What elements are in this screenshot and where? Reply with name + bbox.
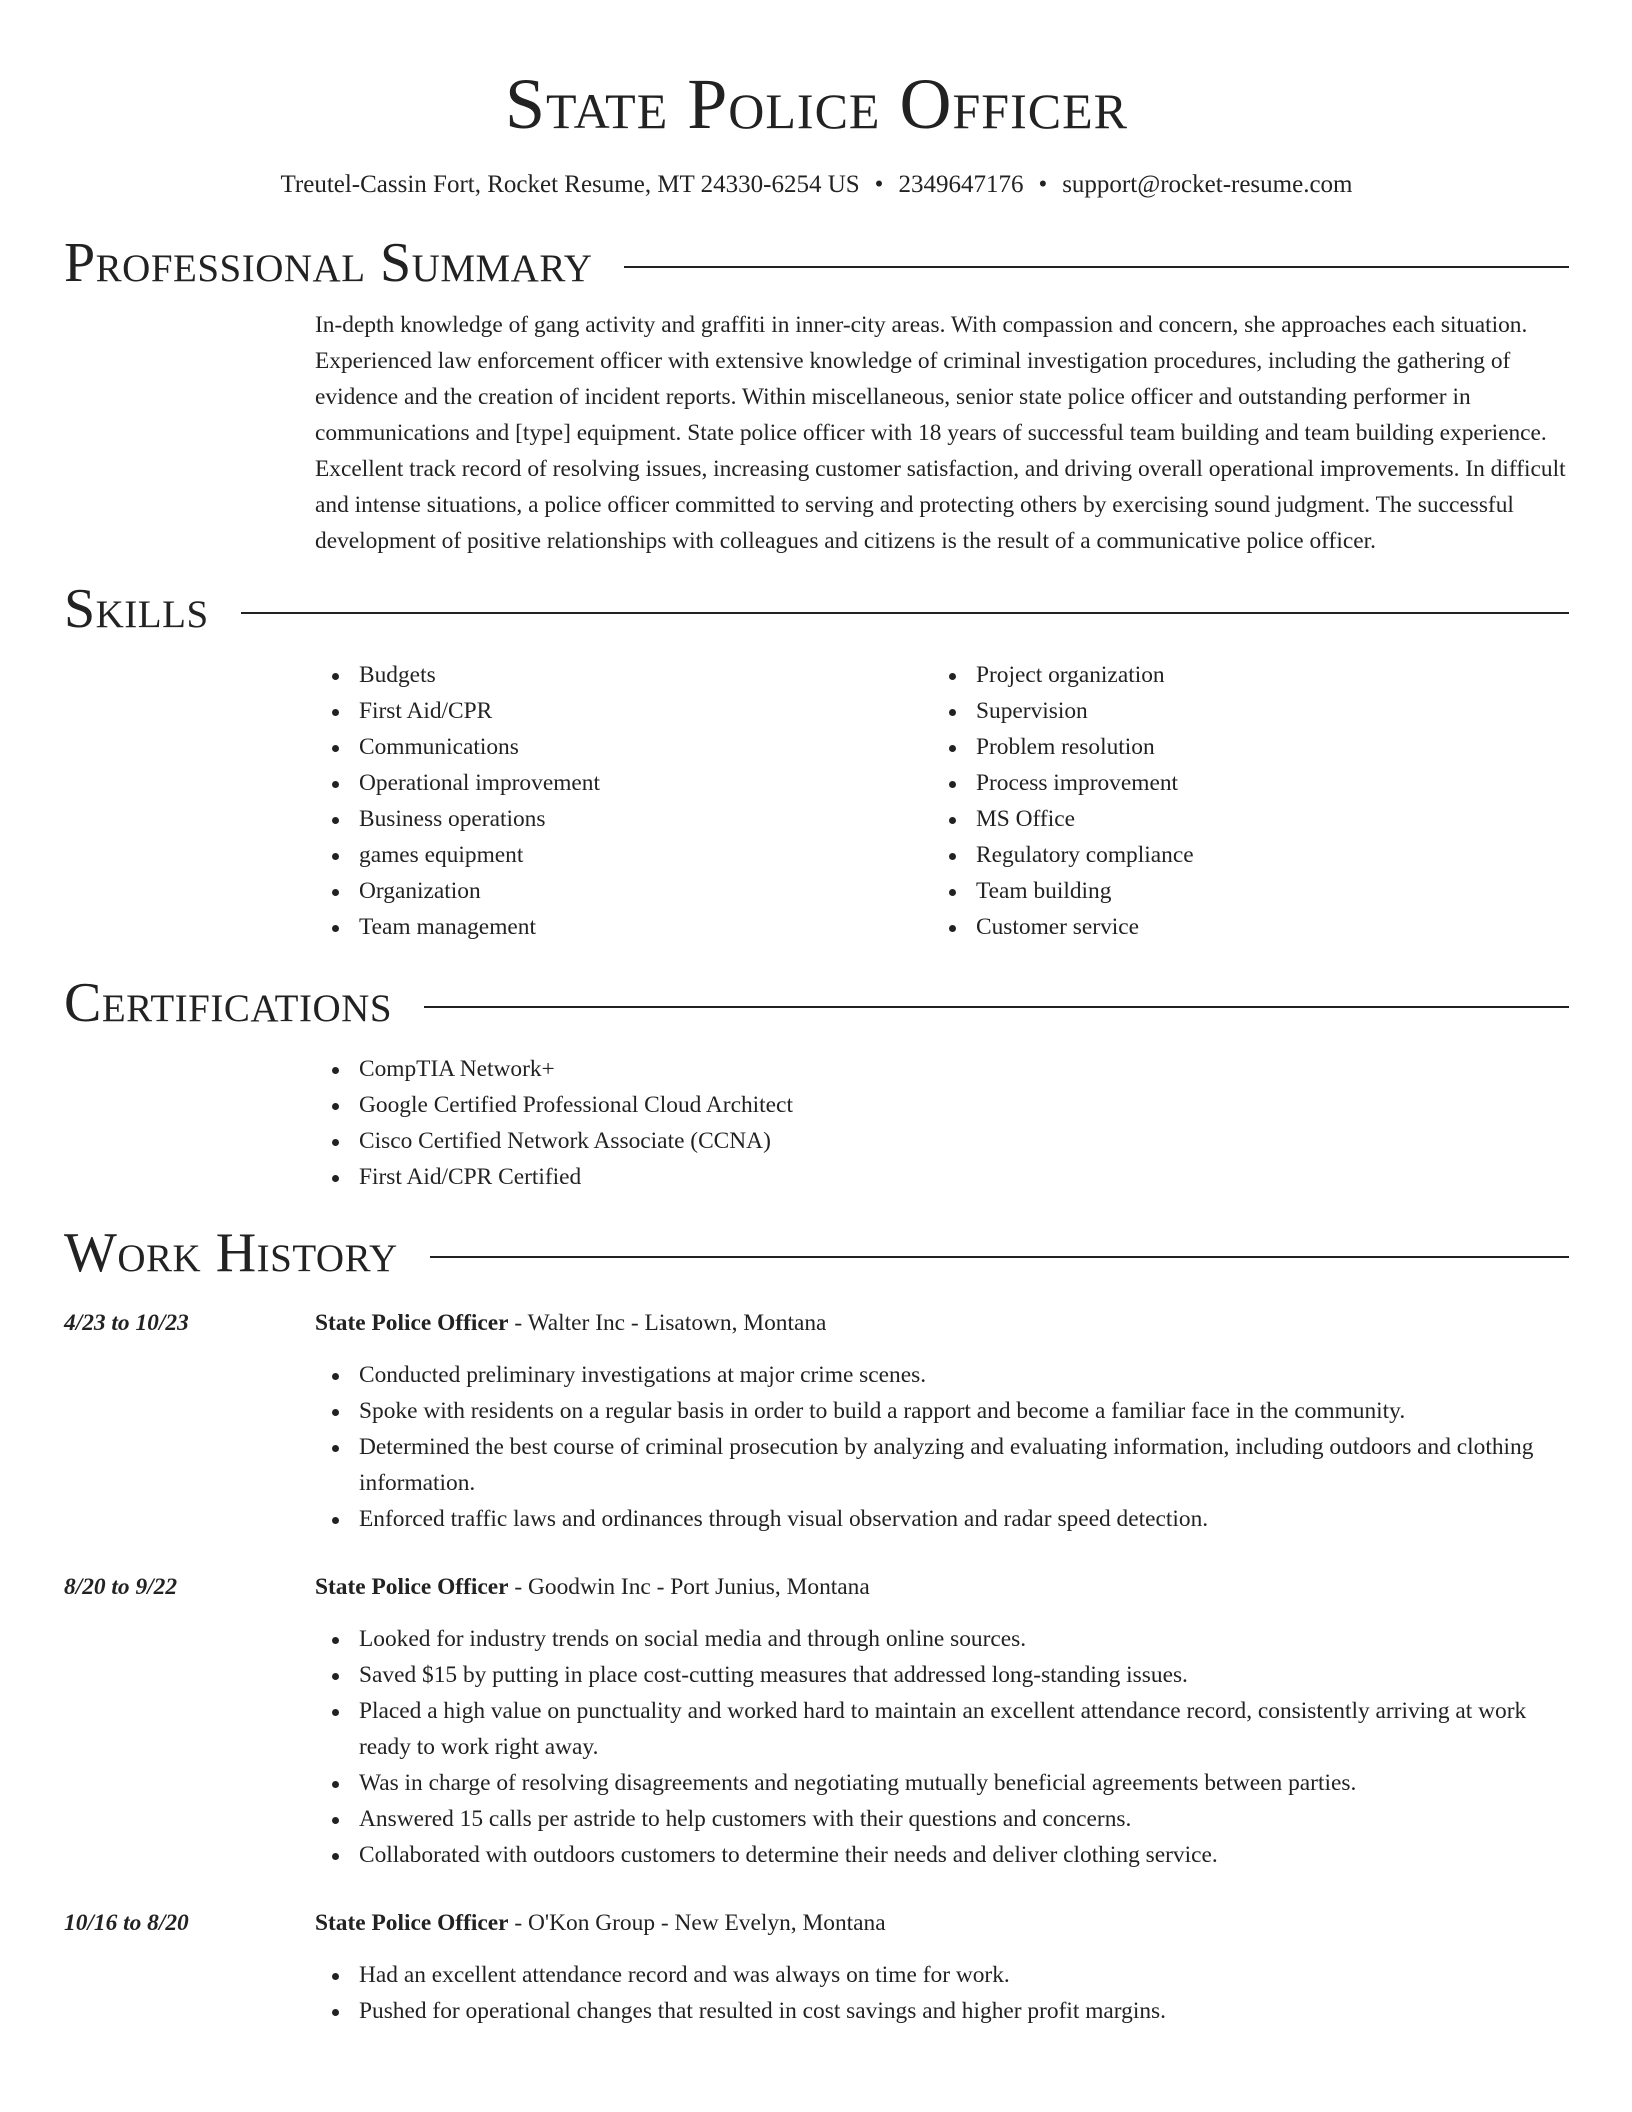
summary-heading: Professional Summary (64, 232, 593, 294)
job-bullet: Conducted preliminary investigations at major crime scenes. (315, 1357, 1569, 1393)
job-dates: 4/23 to 10/23 (64, 1310, 189, 1336)
job-bullet: Enforced traffic laws and ordinances through visual observation and radar speed detection. (315, 1501, 1569, 1537)
certifications-heading: Certifications (64, 972, 393, 1034)
job-company: - Walter Inc - Lisatown, Montana (508, 1310, 827, 1336)
skill-item: Organization (315, 873, 932, 909)
skill-item: Regulatory compliance (932, 837, 1549, 873)
job-bullet: Placed a high value on punctuality and worked hard to maintain an excellent attendance record, consistently arriving at work ready to work right away. (315, 1693, 1569, 1765)
skill-item: Team building (932, 873, 1549, 909)
contact-email: support@rocket-resume.com (1062, 171, 1353, 198)
section-divider (430, 1256, 1569, 1258)
skill-item: Project organization (932, 657, 1549, 693)
job-entry (64, 1569, 1569, 1873)
skills-column-right (932, 657, 1549, 945)
summary-section-header (64, 231, 1569, 295)
skill-item: Communications (315, 729, 932, 765)
job-company: - O'Kon Group - New Evelyn, Montana (508, 1910, 886, 1936)
skill-item: Process improvement (932, 765, 1549, 801)
job-title: State Police Officer (315, 1310, 509, 1336)
contact-separator: • (874, 171, 884, 198)
skill-item: Problem resolution (932, 729, 1549, 765)
section-divider (624, 266, 1569, 268)
job-title-line (315, 1305, 1569, 1341)
skills-list (64, 657, 1569, 945)
certification-item: Google Certified Professional Cloud Architect (315, 1087, 1569, 1123)
job-bullet: Looked for industry trends on social media and through online sources. (315, 1621, 1569, 1657)
summary-text: In-depth knowledge of gang activity and graffiti in inner-city areas. With compassion and concern, she approaches each situation. Experienced law enforcement officer with extensive knowledge of criminal investigation procedures, including the gathering of evidence and the creation of incident reports. Within miscellaneous, senior state police officer and outstanding performer in communications and [type] equipment. State police officer with 18 years of successful team building and team building experience. Excellent track record of resolving issues, increasing customer satisfaction, and driving overall operational improvements. In difficult and intense situations, a police officer committed to serving and protecting others by exercising sound judgment. The successful development of positive relationships with colleagues and citizens is the result of a communicative police officer. (315, 312, 1566, 554)
certifications-section-header (64, 971, 1569, 1035)
skill-item: Operational improvement (315, 765, 932, 801)
skill-item: games equipment (315, 837, 932, 873)
job-detail (315, 1305, 1569, 1537)
skill-item: Budgets (315, 657, 932, 693)
skills-heading: Skills (64, 578, 209, 640)
job-bullet: Answered 15 calls per astride to help customers with their questions and concerns. (315, 1801, 1569, 1837)
certification-item: First Aid/CPR Certified (315, 1159, 1569, 1195)
job-title-line (315, 1569, 1569, 1605)
job-bullet: Had an excellent attendance record and was always on time for work. (315, 1957, 1569, 1993)
section-divider (241, 612, 1569, 614)
job-company: - Goodwin Inc - Port Junius, Montana (508, 1574, 870, 1600)
certification-item: Cisco Certified Network Associate (CCNA) (315, 1123, 1569, 1159)
contact-separator: • (1038, 171, 1048, 198)
job-bullets (315, 1621, 1569, 1873)
job-bullet: Pushed for operational changes that resulted in cost savings and higher profit margins. (315, 1993, 1569, 2029)
contact-line (64, 170, 1569, 200)
skill-item: Customer service (932, 909, 1549, 945)
skill-item: First Aid/CPR (315, 693, 932, 729)
job-bullet: Determined the best course of criminal prosecution by analyzing and evaluating information, including outdoors and clothing information. (315, 1429, 1569, 1501)
job-detail (315, 1905, 1569, 2029)
contact-phone: 2349647176 (898, 171, 1024, 198)
skills-column-left (315, 657, 932, 945)
job-dates: 8/20 to 9/22 (64, 1574, 178, 1600)
job-title: State Police Officer (315, 1910, 509, 1936)
job-title: State Police Officer (315, 1574, 509, 1600)
skill-item: Team management (315, 909, 932, 945)
contact-address: Treutel-Cassin Fort, Rocket Resume, MT 24330-6254 US (280, 171, 860, 198)
candidate-name: State Police Officer (505, 64, 1128, 144)
job-title-line (315, 1905, 1569, 1941)
job-bullet: Was in charge of resolving disagreements and negotiating mutually beneficial agreements between parties. (315, 1765, 1569, 1801)
section-divider (424, 1006, 1569, 1008)
certifications-list (64, 1051, 1569, 1195)
job-bullets (315, 1957, 1569, 2029)
job-bullet: Spoke with residents on a regular basis in order to build a rapport and become a familiar face in the community. (315, 1393, 1569, 1429)
job-detail (315, 1569, 1569, 1873)
skill-item: MS Office (932, 801, 1549, 837)
skill-item: Business operations (315, 801, 932, 837)
job-bullet: Saved $15 by putting in place cost-cutting measures that addressed long-standing issues. (315, 1657, 1569, 1693)
job-bullets (315, 1357, 1569, 1537)
job-bullet: Collaborated with outdoors customers to determine their needs and deliver clothing service. (315, 1837, 1569, 1873)
skill-item: Supervision (932, 693, 1549, 729)
certification-item: CompTIA Network+ (315, 1051, 1569, 1087)
work-history-section-header (64, 1221, 1569, 1285)
job-dates: 10/16 to 8/20 (64, 1910, 189, 1936)
skills-section-header (64, 577, 1569, 641)
work-history-heading: Work History (64, 1222, 398, 1284)
job-entry (64, 1305, 1569, 1537)
job-entry (64, 1905, 1569, 2029)
